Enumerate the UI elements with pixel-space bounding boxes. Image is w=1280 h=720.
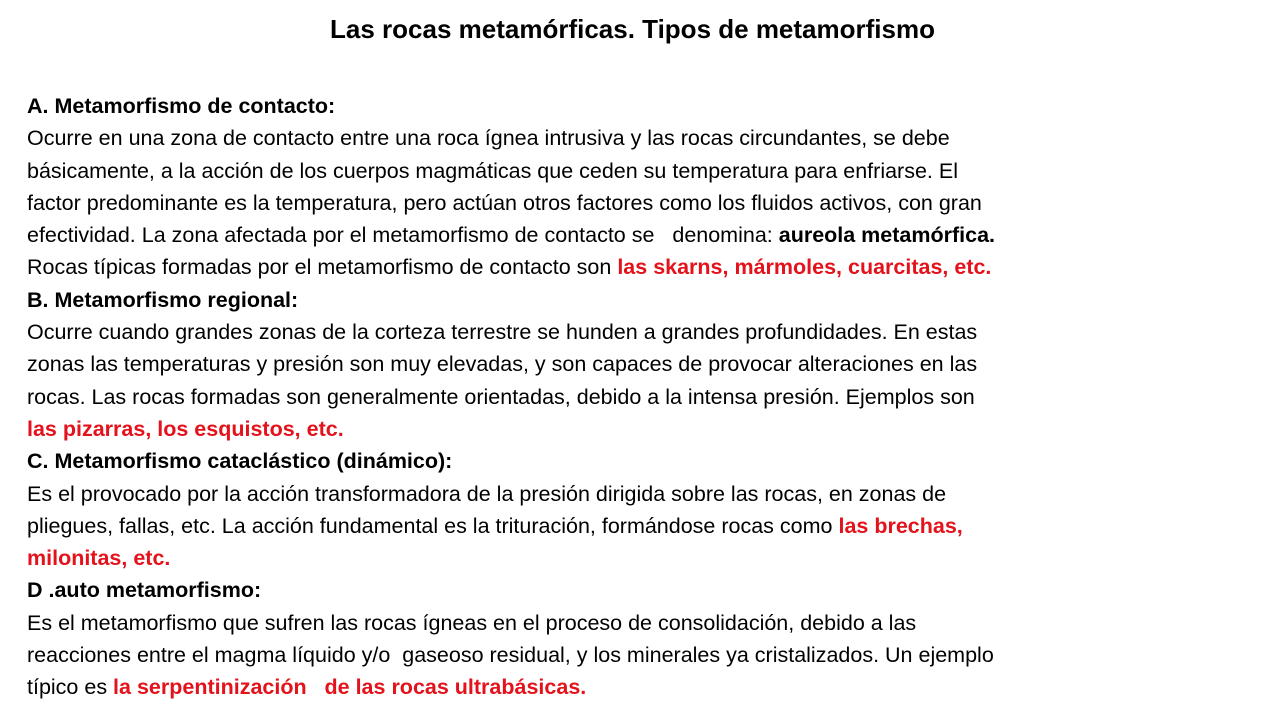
section-b-line-1: Ocurre cuando grandes zonas de la corteza terrestre se hunden a grandes profundidades. En estas	[27, 320, 978, 345]
section-b-line-2: zonas las temperaturas y presión son muy elevadas, y son capaces de provocar alteraciones en las	[27, 352, 978, 377]
section-c-line-2-text: pliegues, fallas, etc. La acción fundamental es la trituración, formándose rocas como	[27, 513, 839, 538]
cataclastic-rock-examples-1: las brechas,	[838, 513, 963, 538]
aureola-term: aureola metamórfica.	[778, 223, 996, 248]
section-d-line-1: Es el metamorfismo que sufren las rocas ígneas en el proceso de consolidación, debido a las	[27, 610, 917, 635]
section-a-heading: A. Metamorfismo de contacto:	[27, 94, 336, 118]
section-a-line-4-text: efectividad. La zona afectada por el metamorfismo de contacto se denomina:	[27, 223, 779, 248]
contact-rock-examples: las skarns, mármoles, cuarcitas, etc.	[617, 255, 992, 280]
section-c-line-1: Es el provocado por la acción transformadora de la presión dirigida sobre las rocas, en zonas de	[27, 481, 947, 506]
section-a-line-3: factor predominante es la temperatura, pero actúan otros factores como los fluidos activos, con gran	[27, 190, 982, 215]
section-c-heading: C. Metamorfismo cataclástico (dinámico):	[27, 449, 453, 474]
auto-metamorphism-example: la serpentinización de las rocas ultrabásicas.	[113, 675, 587, 700]
section-d-line-3-text: típico es	[27, 675, 114, 700]
section-c-line-2	[27, 510, 1262, 542]
section-a-line-4	[27, 219, 1262, 251]
section-a-line-1: Ocurre en una zona de contacto entre una roca ígnea intrusiva y las rocas circundantes, se debe	[27, 126, 950, 151]
cataclastic-rock-examples-2: milonitas, etc.	[27, 546, 171, 571]
section-b-line-3: rocas. Las rocas formadas son generalmente orientadas, debido a la intensa presión. Ejemplos son	[27, 384, 975, 409]
slide-content	[27, 90, 1262, 704]
section-a-line-5-text: Rocas típicas formadas por el metamorfismo de contacto son	[27, 255, 618, 280]
regional-rock-examples: las pizarras, los esquistos, etc.	[27, 416, 344, 441]
section-d-heading: D .auto metamorfismo:	[27, 578, 262, 603]
section-a-line-2: básicamente, a la acción de los cuerpos magmáticas que ceden su temperatura para enfriarse. El	[27, 158, 958, 183]
section-b-heading: B. Metamorfismo regional:	[27, 287, 299, 312]
slide-title: Las rocas metamórficas. Tipos de metamorfismo	[330, 14, 935, 44]
section-d-line-3	[27, 671, 1262, 703]
section-d-line-2: reacciones entre el magma líquido y/o gaseoso residual, y los minerales ya cristalizados. Un ejemplo	[27, 643, 994, 668]
section-a-line-5	[27, 251, 1262, 283]
